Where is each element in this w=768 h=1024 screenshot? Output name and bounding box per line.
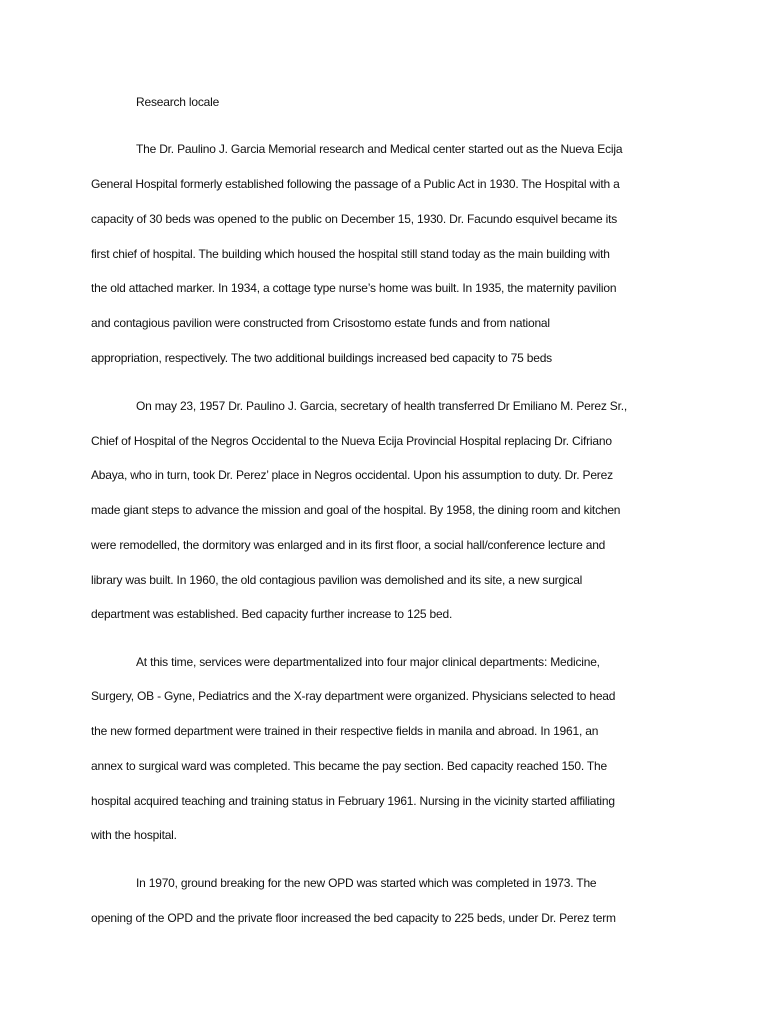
paragraph-line: annex to surgical ward was completed. This became the pay section. Bed capacity reached 150. The bbox=[91, 759, 607, 773]
paragraph-line: library was built. In 1960, the old contagious pavilion was demolished and its site, a new surgical bbox=[91, 573, 583, 587]
paragraph-line: The Dr. Paulino J. Garcia Memorial research and Medical center started out as the Nueva Ecija bbox=[136, 142, 623, 156]
paragraph-line: hospital acquired teaching and training status in February 1961. Nursing in the vicinity started affiliating bbox=[91, 794, 615, 808]
section-heading: Research locale bbox=[136, 95, 220, 109]
paragraph-line: first chief of hospital. The building which housed the hospital still stand today as the main building with bbox=[91, 247, 610, 261]
paragraph-line: At this time, services were departmentalized into four major clinical departments: Medicine, bbox=[136, 655, 600, 669]
paragraph-line: General Hospital formerly established following the passage of a Public Act in 1930. The Hospital with a bbox=[91, 177, 620, 191]
paragraph-line: Surgery, OB - Gyne, Pediatrics and the X-ray department were organized. Physicians selected to head bbox=[91, 689, 616, 703]
paragraph-line: On may 23, 1957 Dr. Paulino J. Garcia, secretary of health transferred Dr Emiliano M. Perez Sr., bbox=[136, 399, 628, 413]
paragraph-line: the old attached marker. In 1934, a cottage type nurse’s home was built. In 1935, the maternity pavilion bbox=[91, 281, 617, 295]
paragraph-line: opening of the OPD and the private floor increased the bed capacity to 225 beds, under Dr. Perez term bbox=[91, 911, 616, 925]
paragraph-line: the new formed department were trained in their respective fields in manila and abroad. In 1961, an bbox=[91, 724, 599, 738]
paragraph-line: capacity of 30 beds was opened to the public on December 15, 1930. Dr. Facundo esquivel became its bbox=[91, 212, 618, 226]
paragraph-line: department was established. Bed capacity further increase to 125 bed. bbox=[91, 607, 453, 621]
paragraph-line: appropriation, respectively. The two additional buildings increased bed capacity to 75 beds bbox=[91, 351, 552, 365]
paragraph-line: were remodelled, the dormitory was enlarged and in its first floor, a social hall/conference lecture and bbox=[91, 538, 606, 552]
paragraph-line: made giant steps to advance the mission and goal of the hospital. By 1958, the dining room and kitchen bbox=[91, 503, 621, 517]
paragraph-line: Abaya, who in turn, took Dr. Perez’ place in Negros occidental. Upon his assumption to duty. Dr. Perez bbox=[91, 468, 613, 482]
paragraph-line: In 1970, ground breaking for the new OPD was started which was completed in 1973. The bbox=[136, 876, 597, 890]
paragraph-line: and contagious pavilion were constructed from Crisostomo estate funds and from national bbox=[91, 316, 550, 330]
paragraph-line: with the hospital. bbox=[91, 828, 177, 842]
paragraph-line: Chief of Hospital of the Negros Occidental to the Nueva Ecija Provincial Hospital replacing Dr. Cifriano bbox=[91, 434, 612, 448]
